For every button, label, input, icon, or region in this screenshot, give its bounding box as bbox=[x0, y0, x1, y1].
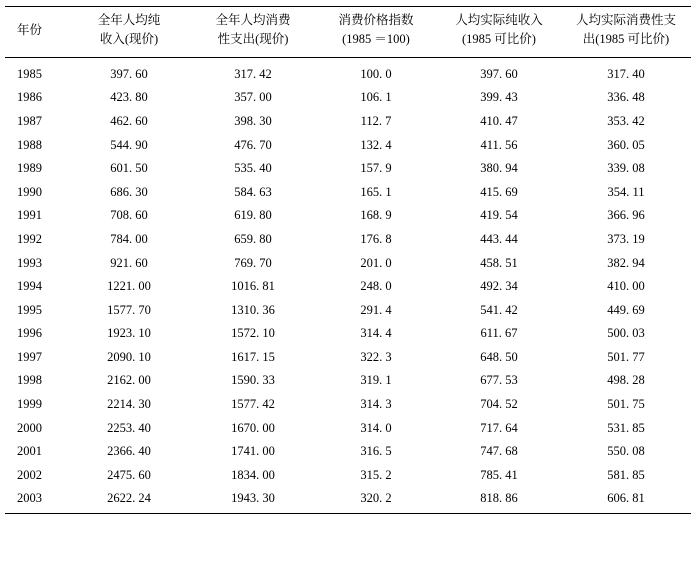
table-row bbox=[5, 345, 691, 369]
table-row bbox=[5, 251, 691, 275]
cell-net-income: 397. 60 bbox=[110, 66, 148, 81]
cell-cpi: 314. 3 bbox=[360, 397, 392, 412]
cell-consumption-expenditure: 1577. 42 bbox=[231, 397, 275, 412]
cell-real-net-income: 648. 50 bbox=[480, 349, 518, 364]
cell-cpi: 291. 4 bbox=[360, 302, 392, 317]
cell-real-net-income: 397. 60 bbox=[480, 66, 518, 81]
table-row bbox=[5, 180, 691, 204]
cell-net-income: 921. 60 bbox=[110, 255, 148, 270]
cell-net-income: 2622. 24 bbox=[67, 487, 191, 514]
table-row bbox=[5, 86, 691, 110]
table-row bbox=[5, 275, 691, 299]
cell-cpi: 315. 2 bbox=[360, 467, 392, 482]
cell-cpi: 248. 0 bbox=[360, 279, 392, 294]
cell-real-net-income: 818. 86 bbox=[437, 487, 561, 514]
cell-real-consumption-expenditure: 531. 85 bbox=[607, 420, 645, 435]
cell-year: 2002 bbox=[17, 467, 42, 482]
cell-real-consumption-expenditure: 500. 03 bbox=[607, 326, 645, 341]
cell-net-income: 2162. 00 bbox=[107, 373, 151, 388]
column-header-cpi: 消费价格指数 (1985 ＝100) bbox=[315, 7, 437, 58]
cell-real-consumption-expenditure: 410. 00 bbox=[607, 279, 645, 294]
cell-net-income: 2253. 40 bbox=[107, 420, 151, 435]
table-row bbox=[5, 133, 691, 157]
cell-consumption-expenditure: 1617. 15 bbox=[231, 349, 275, 364]
cell-cpi: 314. 0 bbox=[360, 420, 392, 435]
cell-consumption-expenditure: 398. 30 bbox=[234, 113, 272, 128]
cell-real-net-income: 458. 51 bbox=[480, 255, 518, 270]
cell-net-income: 423. 80 bbox=[110, 90, 148, 105]
cell-net-income: 1923. 10 bbox=[107, 326, 151, 341]
cell-year: 1989 bbox=[17, 161, 42, 176]
cell-net-income: 544. 90 bbox=[110, 137, 148, 152]
cell-net-income: 462. 60 bbox=[110, 113, 148, 128]
cell-real-net-income: 785. 41 bbox=[480, 467, 518, 482]
cell-year: 1988 bbox=[17, 137, 42, 152]
cell-real-consumption-expenditure: 501. 77 bbox=[607, 349, 645, 364]
cell-cpi: 176. 8 bbox=[360, 231, 392, 246]
cell-year: 1997 bbox=[17, 349, 42, 364]
cell-real-net-income: 717. 64 bbox=[480, 420, 518, 435]
cell-consumption-expenditure: 357. 00 bbox=[234, 90, 272, 105]
cell-net-income: 708. 60 bbox=[110, 208, 148, 223]
column-header-real-consumption: 人均实际消费性支 出(1985 可比价) bbox=[561, 7, 691, 58]
cell-real-consumption-expenditure: 501. 75 bbox=[607, 397, 645, 412]
cell-real-consumption-expenditure: 317. 40 bbox=[607, 66, 645, 81]
cell-consumption-expenditure: 1834. 00 bbox=[231, 467, 275, 482]
cell-year: 1991 bbox=[17, 208, 42, 223]
cell-year: 1993 bbox=[17, 255, 42, 270]
table-row bbox=[5, 298, 691, 322]
cell-consumption-expenditure: 1741. 00 bbox=[231, 444, 275, 459]
cell-real-consumption-expenditure: 366. 96 bbox=[607, 208, 645, 223]
column-header-year: 年份 bbox=[5, 7, 67, 58]
cell-year: 1996 bbox=[17, 326, 42, 341]
cell-real-consumption-expenditure: 606. 81 bbox=[561, 487, 691, 514]
cell-year: 1994 bbox=[17, 279, 42, 294]
cell-year: 1998 bbox=[17, 373, 42, 388]
cell-real-net-income: 492. 34 bbox=[480, 279, 518, 294]
table-row bbox=[5, 57, 691, 86]
cell-real-consumption-expenditure: 373. 19 bbox=[607, 231, 645, 246]
income-expenditure-table bbox=[5, 6, 691, 514]
cell-cpi: 316. 5 bbox=[360, 444, 392, 459]
cell-net-income: 784. 00 bbox=[110, 231, 148, 246]
cell-cpi: 106. 1 bbox=[360, 90, 392, 105]
column-header-per-capita-net-income: 全年人均纯 收入(现价) bbox=[67, 7, 191, 58]
cell-real-net-income: 411. 56 bbox=[480, 137, 518, 152]
cell-net-income: 686. 30 bbox=[110, 184, 148, 199]
cell-real-net-income: 611. 67 bbox=[480, 326, 518, 341]
cell-real-consumption-expenditure: 382. 94 bbox=[607, 255, 645, 270]
table-row bbox=[5, 322, 691, 346]
cell-real-net-income: 399. 43 bbox=[480, 90, 518, 105]
cell-net-income: 601. 50 bbox=[110, 161, 148, 176]
table-row bbox=[5, 204, 691, 228]
table-header-row bbox=[5, 7, 691, 58]
cell-consumption-expenditure: 317. 42 bbox=[234, 66, 272, 81]
cell-consumption-expenditure: 659. 80 bbox=[234, 231, 272, 246]
table-row bbox=[5, 463, 691, 487]
cell-consumption-expenditure: 769. 70 bbox=[234, 255, 272, 270]
cell-consumption-expenditure: 1016. 81 bbox=[231, 279, 275, 294]
table-row bbox=[5, 487, 691, 514]
cell-year: 1986 bbox=[17, 90, 42, 105]
cell-cpi: 322. 3 bbox=[360, 349, 392, 364]
table-row bbox=[5, 369, 691, 393]
cell-real-net-income: 704. 52 bbox=[480, 397, 518, 412]
cell-real-net-income: 415. 69 bbox=[480, 184, 518, 199]
cell-year: 2000 bbox=[17, 420, 42, 435]
cell-cpi: 112. 7 bbox=[360, 113, 392, 128]
cell-cpi: 165. 1 bbox=[360, 184, 392, 199]
cell-real-net-income: 410. 47 bbox=[480, 113, 518, 128]
table-row bbox=[5, 440, 691, 464]
table-body bbox=[5, 57, 691, 513]
cell-year: 2001 bbox=[17, 444, 42, 459]
cell-consumption-expenditure: 1572. 10 bbox=[231, 326, 275, 341]
cell-net-income: 2475. 60 bbox=[107, 467, 151, 482]
table-row bbox=[5, 157, 691, 181]
cell-real-net-income: 541. 42 bbox=[480, 302, 518, 317]
cell-real-consumption-expenditure: 498. 28 bbox=[607, 373, 645, 388]
cell-real-consumption-expenditure: 353. 42 bbox=[607, 113, 645, 128]
cell-year: 1987 bbox=[17, 113, 42, 128]
cell-net-income: 1221. 00 bbox=[107, 279, 151, 294]
document-page bbox=[0, 6, 696, 581]
cell-real-consumption-expenditure: 360. 05 bbox=[607, 137, 645, 152]
cell-consumption-expenditure: 476. 70 bbox=[234, 137, 272, 152]
cell-consumption-expenditure: 584. 63 bbox=[234, 184, 272, 199]
cell-consumption-expenditure: 1310. 36 bbox=[231, 302, 275, 317]
cell-year: 1992 bbox=[17, 231, 42, 246]
cell-real-consumption-expenditure: 449. 69 bbox=[607, 302, 645, 317]
table-row bbox=[5, 109, 691, 133]
cell-consumption-expenditure: 1590. 33 bbox=[231, 373, 275, 388]
cell-cpi: 132. 4 bbox=[360, 137, 392, 152]
cell-consumption-expenditure: 535. 40 bbox=[234, 161, 272, 176]
cell-net-income: 2366. 40 bbox=[107, 444, 151, 459]
cell-cpi: 201. 0 bbox=[360, 255, 392, 270]
cell-year: 1985 bbox=[17, 66, 42, 81]
cell-cpi: 320. 2 bbox=[315, 487, 437, 514]
cell-real-net-income: 747. 68 bbox=[480, 444, 518, 459]
cell-net-income: 2214. 30 bbox=[107, 397, 151, 412]
cell-cpi: 319. 1 bbox=[360, 373, 392, 388]
cell-real-net-income: 443. 44 bbox=[480, 231, 518, 246]
cell-year: 2003 bbox=[5, 487, 67, 514]
cell-consumption-expenditure: 1670. 00 bbox=[231, 420, 275, 435]
cell-cpi: 314. 4 bbox=[360, 326, 392, 341]
cell-cpi: 168. 9 bbox=[360, 208, 392, 223]
cell-net-income: 2090. 10 bbox=[107, 349, 151, 364]
cell-real-consumption-expenditure: 354. 11 bbox=[607, 184, 645, 199]
cell-consumption-expenditure: 1943. 30 bbox=[191, 487, 315, 514]
cell-year: 1995 bbox=[17, 302, 42, 317]
cell-real-consumption-expenditure: 339. 08 bbox=[607, 161, 645, 176]
table-row bbox=[5, 227, 691, 251]
table-header bbox=[5, 7, 691, 58]
cell-year: 1990 bbox=[17, 184, 42, 199]
cell-cpi: 157. 9 bbox=[360, 161, 392, 176]
table-row bbox=[5, 393, 691, 417]
cell-real-consumption-expenditure: 581. 85 bbox=[607, 467, 645, 482]
cell-real-net-income: 419. 54 bbox=[480, 208, 518, 223]
cell-consumption-expenditure: 619. 80 bbox=[234, 208, 272, 223]
cell-real-consumption-expenditure: 336. 48 bbox=[607, 90, 645, 105]
cell-real-net-income: 380. 94 bbox=[480, 161, 518, 176]
column-header-real-net-income: 人均实际纯收入 (1985 可比价) bbox=[437, 7, 561, 58]
cell-net-income: 1577. 70 bbox=[107, 302, 151, 317]
cell-year: 1999 bbox=[17, 397, 42, 412]
cell-real-net-income: 677. 53 bbox=[480, 373, 518, 388]
table-row bbox=[5, 416, 691, 440]
cell-real-consumption-expenditure: 550. 08 bbox=[607, 444, 645, 459]
cell-cpi: 100. 0 bbox=[360, 66, 392, 81]
column-header-per-capita-consumption: 全年人均消费 性支出(现价) bbox=[191, 7, 315, 58]
